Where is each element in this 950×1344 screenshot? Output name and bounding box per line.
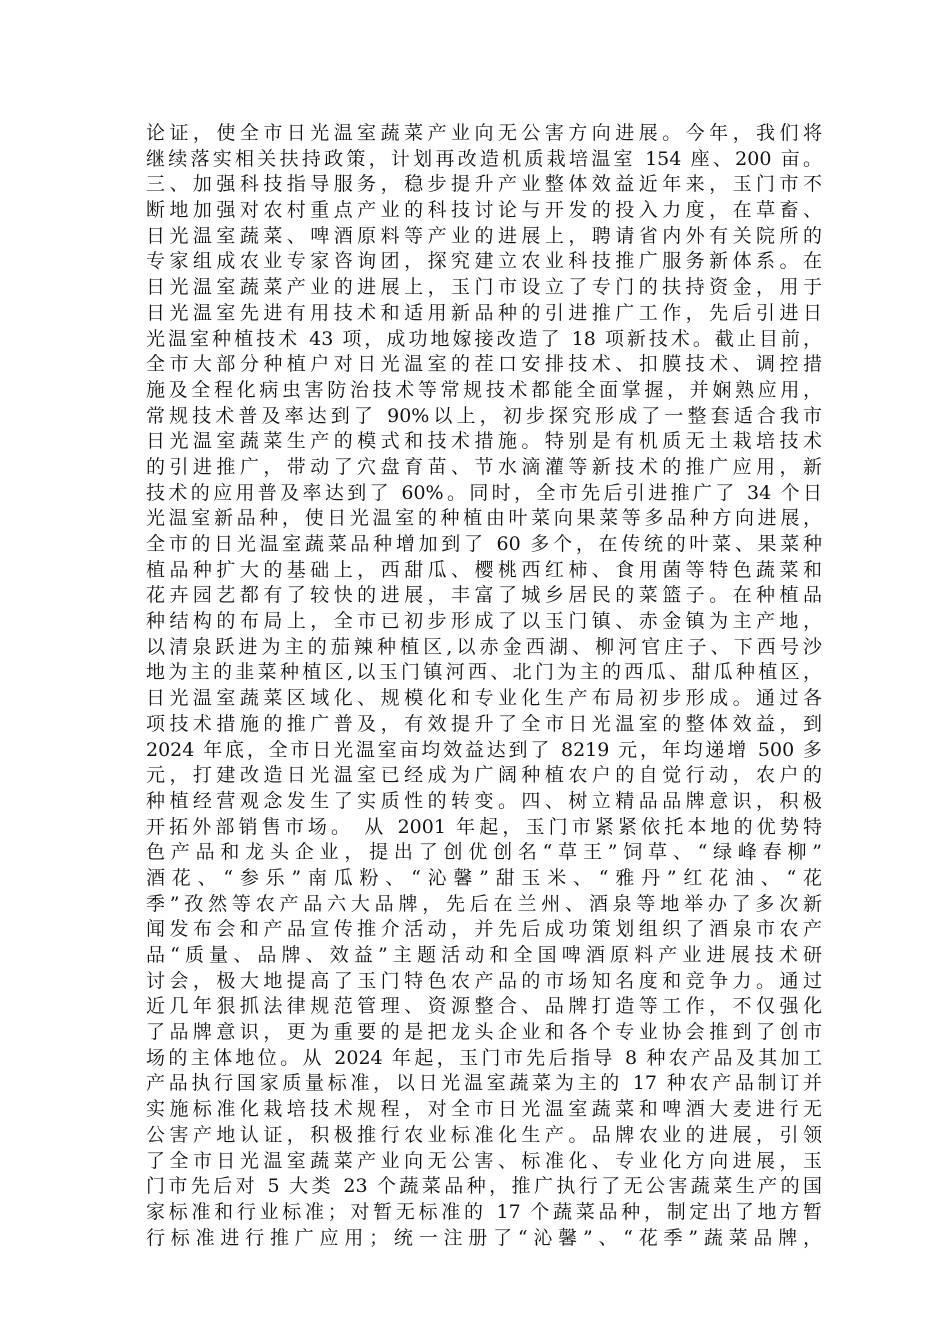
text-line: 日光温室先进有用技术和适用新品种的引进推广工作，先后引进日 [146,301,822,324]
text-line: 常规技术普及率达到了 90%以上，初步探究形成了一整套适合我市 [146,404,822,427]
text-line: 论证，使全市日光温室蔬菜产业向无公害方向进展。今年，我们将 [146,122,822,144]
text-line: 三、加强科技指导服务，稳步提升产业整体效益近年来，玉门市不 [146,173,822,196]
text-line: 场的主体地位。从 2024 年起，玉门市先后指导 8 种农产品及其加工 [146,1046,822,1069]
text-line: 地为主的韭菜种植区,以玉门镇河西、北门为主的西瓜、甜瓜种植区， [146,661,822,684]
text-line: 闻发布会和产品宣传推介活动，并先后成功策划组织了酒泉市农产 [146,918,822,941]
text-line: 酒花、“参乐”南瓜粉、“沁馨”甜玉米、“雅丹”红花油、“花 [146,866,822,889]
text-line: 元，打建改造日光温室已经成为广阔种植农户的自觉行动，农户的 [146,764,822,787]
text-line: 施及全程化病虫害防治技术等常规技术都能全面掌握，并娴熟应用， [146,378,822,401]
text-line: 以清泉跃进为主的茄辣种植区,以赤金西湖、柳河官庄子、下西号沙 [146,635,822,658]
text-line: 产品执行国家质量标准，以日光温室蔬菜为主的 17 种农产品制订并 [146,1072,822,1095]
text-line: 光温室种植技术 43 项，成功地嫁接改造了 18 项新技术。截止目前， [146,327,822,350]
text-line: 季”孜然等农产品六大品牌，先后在兰州、酒泉等地举办了多次新 [146,892,822,915]
text-line: 日光温室蔬菜产业的进展上，玉门市设立了专门的扶持资金，用于 [146,276,822,299]
text-line: 实施标准化栽培技术规程，对全市日光温室蔬菜和啤酒大麦进行无 [146,1098,822,1121]
text-line: 色产品和龙头企业，提出了创优创名“草王”饲草、“绿峰春柳” [146,841,822,864]
text-line: 行标准进行推广应用；统一注册了“沁馨”、“花季”蔬菜品牌， [146,1226,822,1249]
text-line: 门市先后对 5 大类 23 个蔬菜品种，推广执行了无公害蔬菜生产的国 [146,1175,822,1198]
text-line: 种结构的布局上，全市已初步形成了以玉门镇、赤金镇为主产地， [146,610,822,633]
text-line: 种植经营观念发生了实质性的转变。四、树立精品品牌意识，积极 [146,789,822,812]
text-line: 品“质量、品牌、效益”主题活动和全国啤酒原料产业进展技术研 [146,944,822,966]
text-line: 了全市日光温室蔬菜产业向无公害、标准化、专业化方向进展，玉 [146,1149,822,1172]
text-line: 的引进推广，带动了穴盘育苗、节水滴灌等新技术的推广应用，新 [146,455,822,478]
document-body-text [146,121,822,1251]
text-line: 花卉园艺都有了较快的进展，丰富了城乡居民的菜篮子。在种植品 [146,584,822,607]
text-line: 开拓外部销售市场。 从 2001 年起，玉门市紧紧依托本地的优势特 [146,815,822,838]
text-line: 日光温室蔬菜区域化、规模化和专业化生产布局初步形成。通过各 [146,687,822,710]
text-line: 了品牌意识，更为重要的是把龙头企业和各个专业协会推到了创市 [146,1021,822,1044]
text-line: 日光温室蔬菜生产的模式和技术措施。特别是有机质无土栽培技术 [146,430,822,453]
text-line: 讨会，极大地提高了玉门特色农产品的市场知名度和竞争力。通过 [146,969,822,992]
text-line: 全市的日光温室蔬菜品种增加到了 60 多个，在传统的叶菜、果菜种 [146,533,822,555]
text-line: 项技术措施的推广普及，有效提升了全市日光温室的整体效益，到 [146,712,822,735]
text-line: 专家组成农业专家咨询团，探究建立农业科技推广服务新体系。在 [146,250,822,273]
text-line: 继续落实相关扶持政策，计划再改造机质栽培温室 154 座、200 亩。 [146,147,822,170]
text-line: 技术的应用普及率达到了 60%。同时，全市先后引进推广了 34 个日 [146,481,822,504]
text-line: 日光温室蔬菜、啤酒原料等产业的进展上，聘请省内外有关院所的 [146,224,822,247]
text-line: 近几年狠抓法律规范管理、资源整合、品牌打造等工作，不仅强化 [146,995,822,1018]
text-line: 公害产地认证，积极推行农业标准化生产。品牌农业的进展，引领 [146,1123,822,1146]
text-line: 光温室新品种，使日光温室的种植由叶菜向果菜等多品种方向进展， [146,507,822,530]
text-line: 全市大部分种植户对日光温室的茬口安排技术、扣膜技术、调控措 [146,353,822,376]
text-line: 2024 年底，全市日光温室亩均效益达到了 8219 元，年均递增 500 多 [146,738,822,761]
text-line: 断地加强对农村重点产业的科技讨论与开发的投入力度，在草畜、 [146,199,822,222]
text-line: 植品种扩大的基础上，西甜瓜、樱桃西红柿、食用菌等特色蔬菜和 [146,558,822,581]
text-line: 家标准和行业标准；对暂无标准的 17 个蔬菜品种，制定出了地方暂 [146,1200,822,1223]
